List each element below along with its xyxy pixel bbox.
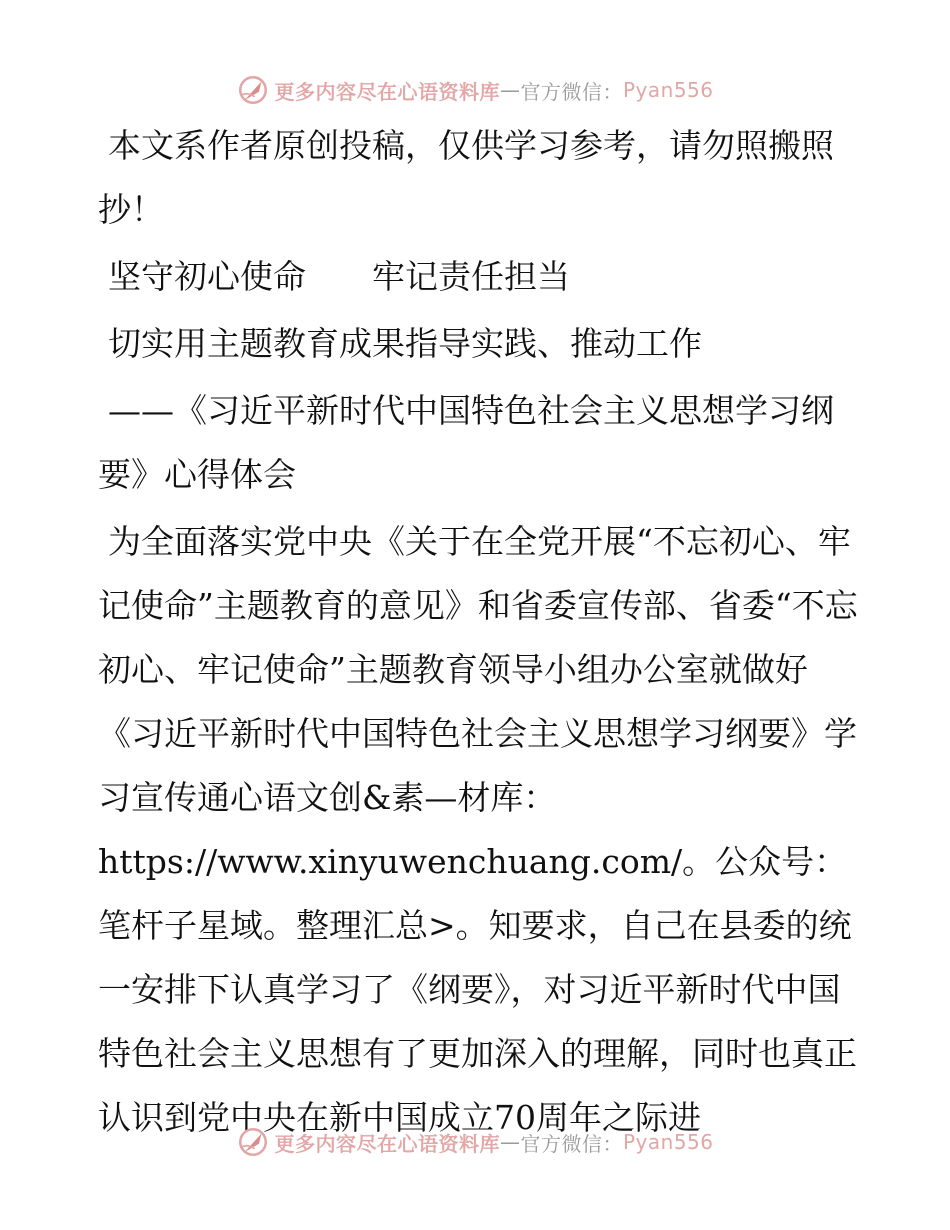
quill-logo-icon: [236, 1125, 270, 1159]
watermark-site: 更多内容尽在心语资料库: [274, 79, 500, 104]
title-line-2: 切实用主题教育成果指导实践、推动工作: [108, 324, 702, 363]
title-line-1: 坚守初心使命 牢记责任担当: [108, 257, 570, 296]
watermark-label: 官方微信：: [520, 79, 623, 104]
watermark-site: 更多内容尽在心语资料库: [274, 1131, 500, 1156]
document-body: [98, 114, 858, 1150]
watermark-dash: —: [499, 78, 521, 102]
subtitle: ——《习近平新时代中国特色社会主义思想学习纲要》心得体会: [98, 391, 834, 494]
watermark-dash: —: [499, 1130, 521, 1154]
quill-logo-icon: [236, 73, 270, 107]
header-watermark: [0, 70, 950, 110]
watermark-label: 官方微信：: [520, 1131, 623, 1156]
watermark-id: Pyan556: [622, 78, 714, 102]
watermark-id: Pyan556: [622, 1130, 714, 1154]
copyright-notice: 本文系作者原创投稿，仅供学习参考，请勿照搬照抄！: [98, 126, 834, 229]
body-paragraph: 为全面落实党中央《关于在全党开展“不忘初心、牢记使命”主题教育的意见》和省委宣传部、省委“不忘初心、牢记使命”主题教育领导小组办公室就做好《习近平新时代中国特色社会主义思想学习纲要》学习宣传通心语文创&素—材库：https://www.xinyuwenchuang.com/。公众号：笔杆子星域。整理汇总>。知要求，自己在县委的统一安排下认真学习了《纲要》，对习近平新时代中国特色社会主义思想有了更加深入的理解，同时也真正认识到党中央在新中国成立70周年之际进: [98, 522, 858, 1137]
footer-watermark: [0, 1122, 950, 1162]
